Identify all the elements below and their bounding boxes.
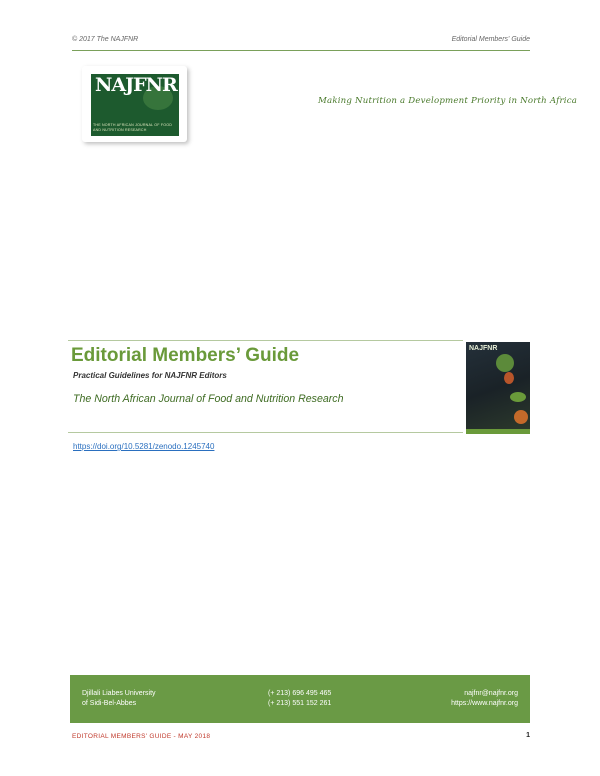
contact-online: [451, 689, 518, 709]
cover-vegetable: [504, 372, 514, 384]
doi-link[interactable]: https://doi.org/10.5281/zenodo.1245740: [73, 442, 215, 451]
header-copyright: © 2017 The NAJFNR: [72, 36, 139, 43]
email-address[interactable]: najfnr@najfnr.org: [464, 690, 518, 697]
cover-vegetable: [510, 392, 526, 402]
logo-subtitle: THE NORTH AFRICAN JOURNAL OF FOOD AND NUTRITION RESEARCH: [93, 123, 173, 132]
cover-vegetable: [514, 410, 528, 424]
page-number: 1: [526, 732, 530, 739]
phone-number: (+ 213) 696 495 465: [268, 690, 332, 697]
journal-name: The North African Journal of Food and Nutrition Research: [73, 393, 344, 405]
contact-address: [82, 689, 156, 709]
header-doc-title: Editorial Members' Guide: [451, 36, 530, 43]
tagline: Making Nutrition a Development Priority in North Africa: [318, 96, 578, 106]
address-line: of Sidi-Bel-Abbes: [82, 700, 137, 707]
website-link[interactable]: https://www.najfnr.org: [451, 700, 518, 707]
document-title: Editorial Members’ Guide: [71, 345, 300, 366]
header-divider: [72, 50, 530, 51]
cover-vegetable: [496, 354, 514, 372]
contact-band: [70, 675, 530, 723]
journal-cover-image: [466, 342, 530, 434]
logo-text: NAJFNR: [95, 74, 177, 96]
document-subtitle: Practical Guidelines for NAJFNR Editors: [73, 371, 227, 380]
address-line: Djillali Liabes University: [82, 690, 156, 697]
cover-logo: NAJFNR: [469, 345, 498, 352]
contact-phones: [268, 689, 331, 709]
title-bottom-divider: [68, 432, 463, 433]
cover-strip: [466, 429, 530, 434]
journal-logo: [82, 66, 187, 142]
title-top-divider: [68, 340, 463, 341]
phone-number: (+ 213) 551 152 261: [268, 700, 332, 707]
logo-badge: [91, 74, 179, 136]
running-footer-title: EDITORIAL MEMBERS' GUIDE - MAY 2018: [72, 733, 211, 740]
